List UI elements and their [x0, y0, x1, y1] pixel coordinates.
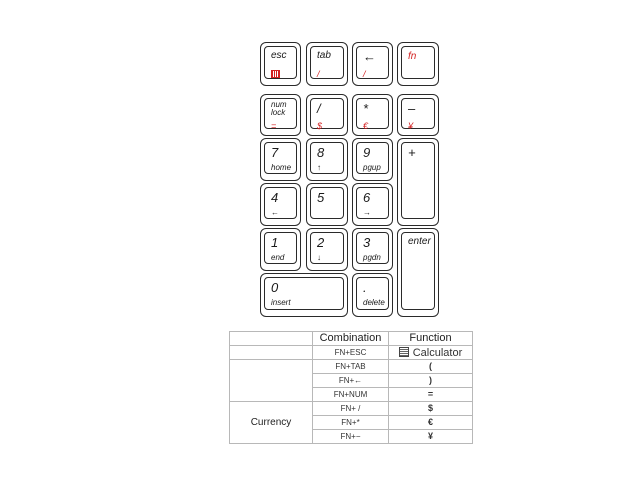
key-3-sub-label: pgdn [363, 253, 381, 262]
key-plus-label: + [408, 145, 416, 160]
table-cell-empty [230, 346, 313, 360]
key-enter-label: enter [408, 236, 431, 247]
key-backspace[interactable] [352, 42, 393, 86]
table-cell-function: ¥ [389, 430, 473, 444]
key-minus-fn-label: ¥ [408, 121, 414, 131]
key-3[interactable] [352, 228, 393, 271]
table-cell-function: ) [389, 374, 473, 388]
key-4-label: 4 [271, 190, 279, 205]
key-6-label: 6 [363, 190, 371, 205]
key-numlock[interactable] [260, 94, 301, 136]
key-tab-label: tab [317, 50, 331, 61]
table-cell-combination: FN+− [313, 430, 389, 444]
key-9-sub-label: pgup [363, 163, 381, 172]
key-fn-label: fn [408, 51, 417, 62]
table-cell-combination: FN+← [313, 374, 389, 388]
fn-combination-table [229, 331, 473, 444]
key-slash[interactable] [306, 94, 348, 136]
table-header-row [230, 332, 473, 346]
left-arrow-icon: ← [271, 208, 279, 217]
key-6[interactable] [352, 183, 393, 226]
key-1[interactable] [260, 228, 301, 271]
table-cell-function-text: Calculator [412, 346, 463, 359]
key-3-label: 3 [363, 235, 371, 250]
key-fn[interactable] [397, 42, 439, 86]
key-dot-sub-label: delete [363, 298, 385, 307]
calculator-icon [271, 70, 280, 80]
key-tab[interactable] [306, 42, 348, 86]
key-dot[interactable] [352, 273, 393, 317]
key-2-label: 2 [317, 235, 325, 250]
key-tab-fn-label: / [317, 69, 320, 79]
key-8-label: 8 [317, 145, 325, 160]
key-1-sub-label: end [271, 253, 285, 262]
key-numlock-label: num lock [271, 100, 287, 117]
key-8[interactable] [306, 138, 348, 181]
key-4[interactable] [260, 183, 301, 226]
key-2[interactable] [306, 228, 348, 271]
key-plus[interactable] [397, 138, 439, 226]
table-cell-function [389, 346, 473, 360]
key-star[interactable] [352, 94, 393, 136]
table-cell-combination: FN+ESC [313, 346, 389, 360]
table-header-combination: Combination [313, 332, 389, 346]
key-9-label: 9 [363, 145, 371, 160]
key-9[interactable] [352, 138, 393, 181]
key-dot-label: . [363, 280, 367, 295]
table-cell-combination: FN+ / [313, 402, 389, 416]
key-enter[interactable] [397, 228, 439, 317]
key-backspace-fn-label: / [363, 69, 366, 79]
table-cell-function: ( [389, 360, 473, 374]
calculator-icon [399, 347, 409, 357]
key-esc[interactable] [260, 42, 301, 86]
key-0-sub-label: insert [271, 298, 291, 307]
down-arrow-icon: ↓ [317, 253, 321, 262]
key-star-fn-label: € [363, 121, 369, 131]
table-cell-combination: FN+* [313, 416, 389, 430]
table-cell-function: $ [389, 402, 473, 416]
table-row [230, 346, 473, 360]
key-numlock-fn-label: = [271, 121, 277, 131]
key-1-label: 1 [271, 235, 279, 250]
key-slash-fn-label: $ [317, 121, 323, 131]
table-row [230, 360, 473, 374]
key-star-label: * [363, 101, 369, 116]
up-arrow-icon: ↑ [317, 163, 321, 172]
backspace-arrow-icon: ← [363, 49, 376, 64]
key-esc-label: esc [271, 50, 287, 61]
table-cell-combination: FN+NUM [313, 388, 389, 402]
key-5-label: 5 [317, 190, 325, 205]
key-5[interactable] [306, 183, 348, 226]
table-cell-combination: FN+TAB [313, 360, 389, 374]
key-minus[interactable] [397, 94, 439, 136]
key-0-label: 0 [271, 280, 279, 295]
key-0[interactable] [260, 273, 348, 317]
table-cell-function: = [389, 388, 473, 402]
table-header-empty [230, 332, 313, 346]
table-group-label-currency: Currency [230, 402, 313, 444]
key-7-sub-label: home [271, 163, 292, 172]
right-arrow-icon: → [363, 208, 371, 217]
key-slash-label: / [317, 101, 321, 116]
table-header-function: Function [389, 332, 473, 346]
table-row [230, 402, 473, 416]
key-minus-label: – [408, 101, 416, 116]
table-cell-function: € [389, 416, 473, 430]
key-7[interactable] [260, 138, 301, 181]
key-7-label: 7 [271, 145, 279, 160]
table-cell-empty [230, 360, 313, 402]
